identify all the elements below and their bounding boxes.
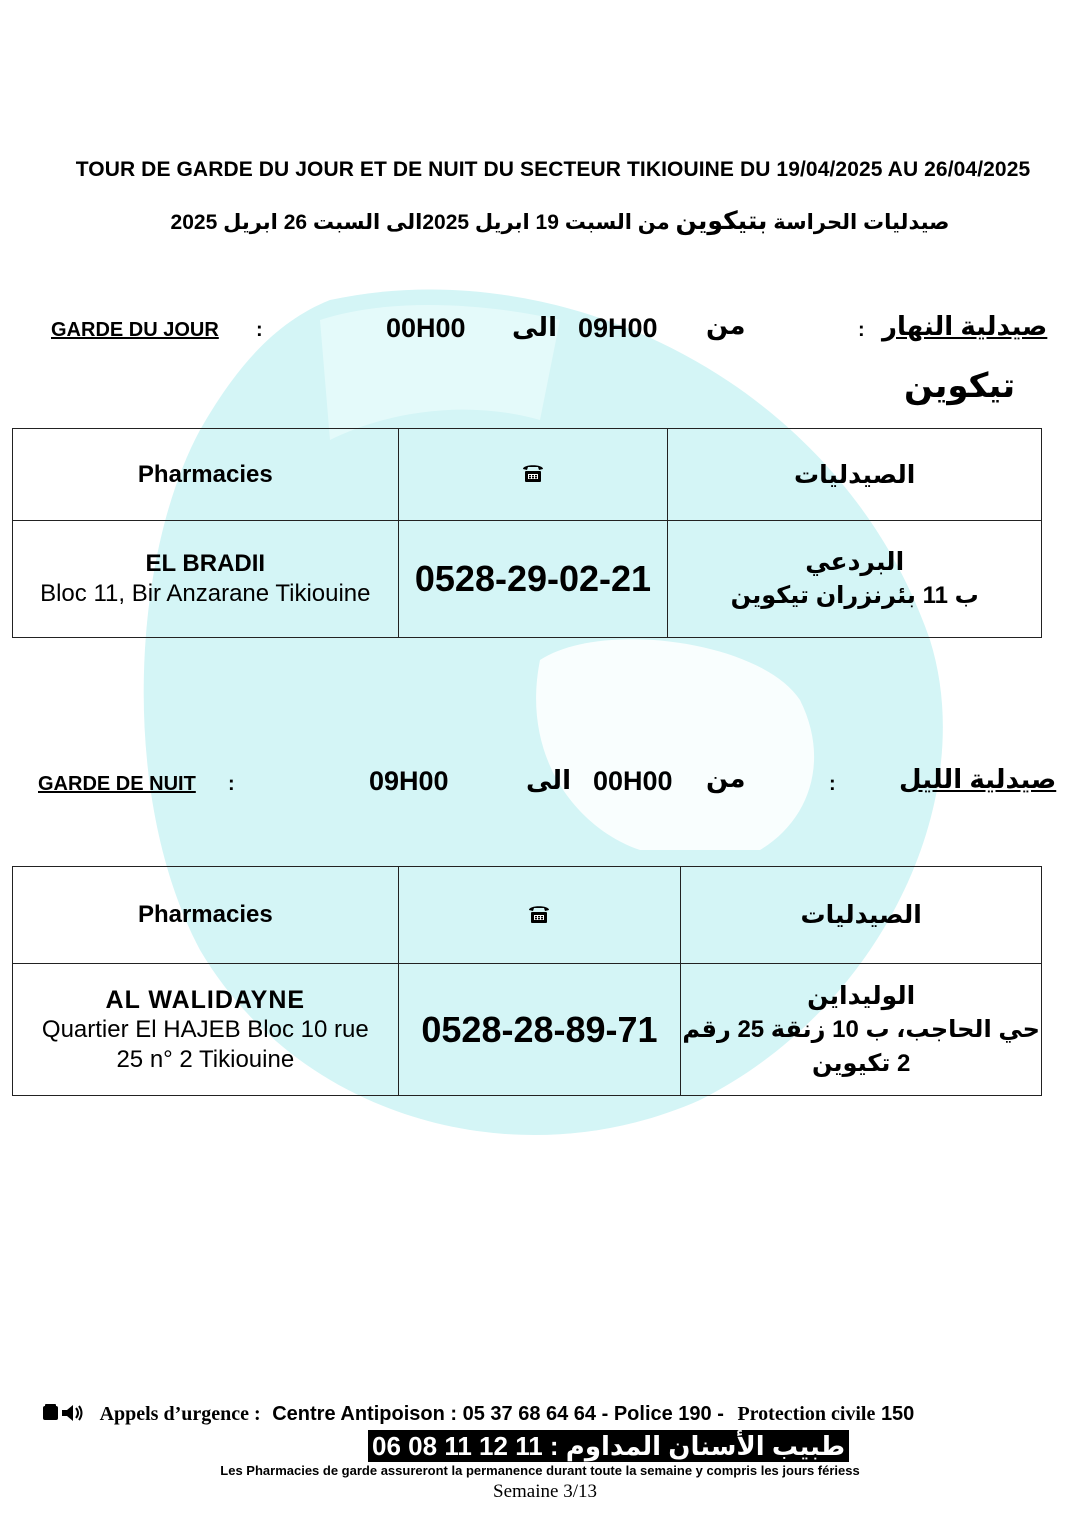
table-header-cell (668, 429, 1042, 521)
night-pharmacy-table (12, 866, 1042, 1096)
col-pharmacies-ar: الصيدليات (800, 901, 922, 929)
week-number: Semaine 3/13 (493, 1481, 597, 1502)
pharmacy-name: EL BRADII (145, 550, 266, 577)
day-pharmacy-table (12, 428, 1042, 638)
table-header-cell (398, 867, 681, 964)
night-time-from: 00H00 (593, 766, 673, 796)
pharmacy-ar-cell (681, 964, 1042, 1096)
day-time-to: 00H00 (386, 313, 466, 343)
night-time-to: 09H00 (369, 766, 449, 796)
pharmacy-phone: 0528-28-89-71 (421, 1008, 658, 1050)
night-label-fr: GARDE DE NUIT (38, 773, 196, 795)
pharmacy-name: AL WALIDAYNE (105, 985, 306, 1014)
pharmacy-address-ar-line1: حي الحاجب، ب 10 زنقة 25 رقم (682, 1015, 1040, 1043)
night-to-ar: الى (526, 765, 571, 795)
col-pharmacies: Pharmacies (137, 460, 273, 488)
phone-speaker-icon (42, 1403, 84, 1429)
pharmacy-address: Bloc 11, Bir Anzarane Tikiouine (40, 580, 371, 607)
pharmacy-ar-cell (668, 521, 1042, 638)
table-header-cell (13, 867, 399, 964)
table-row (13, 964, 1042, 1096)
pharmacy-phone-cell (398, 964, 681, 1096)
antipoison-police: Centre Antipoison : 05 37 68 64 64 - Police 190 - (272, 1403, 730, 1425)
emergency-calls-line (42, 1403, 914, 1429)
day-colon-left: : (256, 319, 263, 341)
night-from-ar: من (706, 763, 746, 793)
protection-civile-label: Protection civile (737, 1403, 876, 1425)
pharmacy-name-ar: البردعي (805, 548, 905, 576)
day-to-ar: الى (512, 312, 557, 342)
col-pharmacies-ar: الصيدليات (794, 460, 916, 489)
pharmacy-address-line2: 25 n° 2 Tikiouine (116, 1045, 295, 1073)
day-time-from: 09H00 (578, 313, 658, 343)
title-arabic: صيدليات الحراسة بتيكوين من السبت 19 ابريل 2025الى السبت 26 ابريل 2025 (170, 207, 950, 235)
permanence-notice: Les Pharmacies de garde assureront la permanence durant toute la semaine y compris les jours fériess (220, 1463, 860, 1478)
pharmacy-address-ar-line2: 2 تكيوين (811, 1049, 911, 1077)
night-label-ar: صيدلية الليل (899, 764, 1057, 794)
day-from-ar: من (706, 310, 746, 340)
day-label-ar: صيدلية النهار (882, 311, 1048, 341)
telephone-icon (521, 460, 545, 489)
pharmacy-phone: 0528-29-02-21 (414, 558, 652, 599)
pharmacy-address-ar: ب 11 بئرنزران تيكوين (730, 582, 979, 609)
pharmacy-name-ar: الوليداين (807, 981, 916, 1010)
title-city: بتيكوين (675, 207, 768, 235)
pharmacy-fr-cell (13, 964, 399, 1096)
col-pharmacies: Pharmacies (137, 901, 273, 928)
emergency-calls-label: Appels d’urgence : (99, 1403, 261, 1425)
pharmacy-address-line1: Quartier El HAJEB Bloc 10 rue (41, 1015, 369, 1043)
protection-civile-number: 150 (880, 1403, 915, 1425)
telephone-icon (527, 901, 551, 930)
night-colon-right: : (829, 773, 836, 795)
table-row (13, 521, 1042, 638)
table-header-cell (398, 429, 668, 521)
pharmacy-phone-cell (398, 521, 668, 638)
night-colon-left: : (228, 773, 235, 795)
day-colon-right: : (858, 319, 865, 341)
day-city-ar: تيكوين (904, 367, 1016, 405)
table-header-cell (681, 867, 1042, 964)
title-french: TOUR DE GARDE DU JOUR ET DE NUIT DU SECTEUR TIKIOUINE DU 19/04/2025 AU 26/04/2025 (75, 158, 1031, 181)
pharmacy-fr-cell (13, 521, 399, 638)
table-header-cell (13, 429, 399, 521)
on-call-dentist-banner: طبيب الأسنان المداوم : 11 12 11 08 06 (368, 1430, 849, 1462)
day-label-fr: GARDE DU JOUR (51, 319, 219, 341)
